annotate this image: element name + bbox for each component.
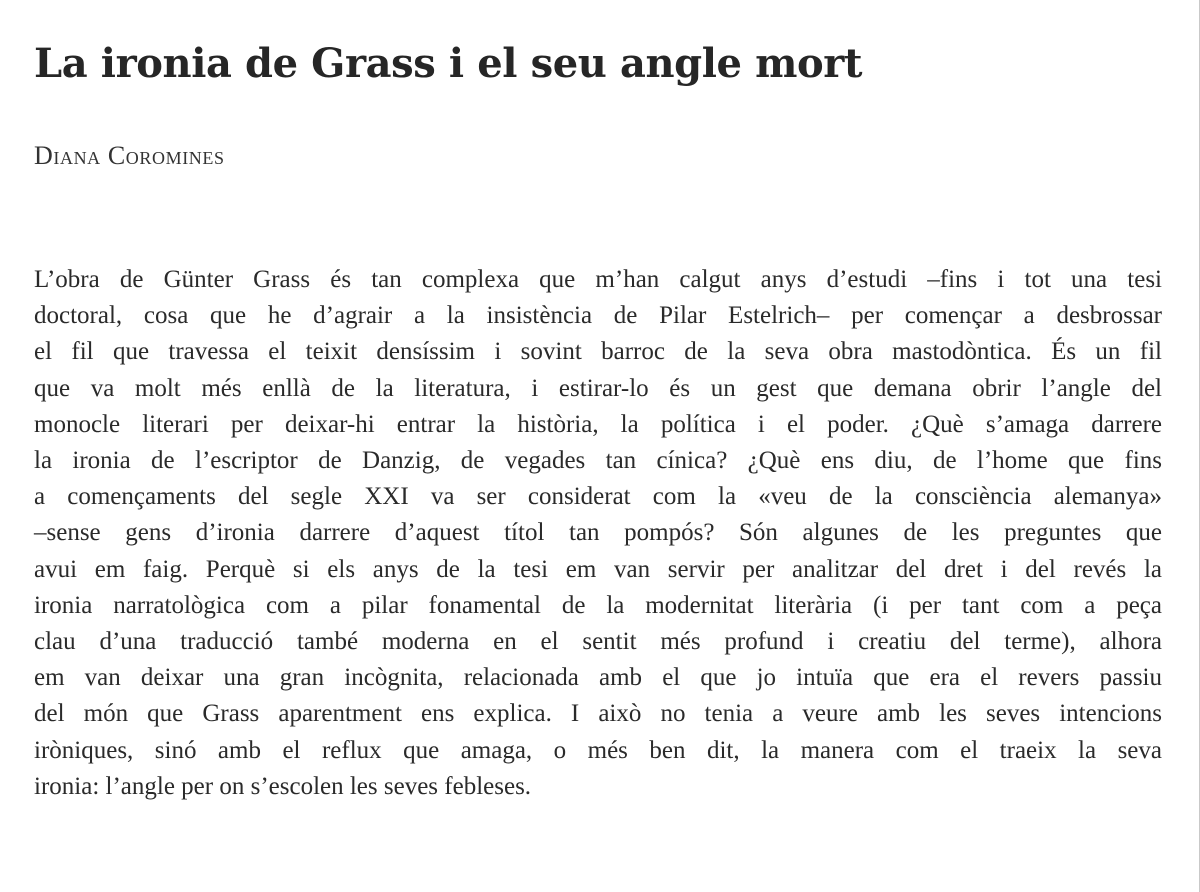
paragraph-line: del món que Grass aparentment ens explica. I això no tenia a veure amb les seves intencions: [34, 700, 1162, 728]
article-paragraph: [34, 262, 1162, 805]
paragraph-line: iròniques, sinó amb el reflux que amaga, o més ben dit, la manera com el traeix la seva: [34, 736, 1162, 764]
paragraph-line: que va molt més enllà de la literatura, i estirar-lo és un gest que demana obrir l’angle del: [34, 374, 1162, 402]
paragraph-line: ironia narratològica com a pilar fonamental de la modernitat literària (i per tant com a peça: [34, 591, 1162, 619]
paragraph-line: la ironia de l’escriptor de Danzig, de vegades tan cínica? ¿Què ens diu, de l’home que fins: [34, 447, 1162, 475]
paragraph-line: el fil que travessa el teixit densíssim i sovint barroc de la seva obra mastodòntica. És un fil: [34, 338, 1162, 366]
paragraph-line: monocle literari per deixar-hi entrar la història, la política i el poder. ¿Què s’amaga darrere: [34, 410, 1162, 438]
paragraph-line: L’obra de Günter Grass és tan complexa que m’han calgut anys d’estudi –fins i tot una tesi: [34, 266, 1162, 293]
paragraph-line: em van deixar una gran incògnita, relacionada amb el que jo intuïa que era el revers passiu: [34, 664, 1162, 692]
paragraph-line: a començaments del segle XXI va ser considerat com la «veu de la consciència alemanya»: [34, 483, 1162, 511]
paragraph-line: clau d’una traducció també moderna en el sentit més profund i creatiu del terme), alhora: [34, 628, 1162, 656]
article-author: Diana Coromines: [34, 141, 225, 170]
paragraph-line: doctoral, cosa que he d’agrair a la insistència de Pilar Estelrich– per començar a desbrossar: [34, 302, 1162, 330]
paragraph-line: avui em faig. Perquè si els anys de la tesi em van servir per analitzar del dret i del revés la: [34, 555, 1162, 583]
paragraph-line-last: ironia: l’angle per on s’escolen les seves febleses.: [34, 772, 532, 800]
article-title: La ironia de Grass i el seu angle mort: [34, 40, 863, 87]
paragraph-line: –sense gens d’ironia darrere d’aquest títol tan pompós? Són algunes de les preguntes que: [34, 519, 1162, 547]
